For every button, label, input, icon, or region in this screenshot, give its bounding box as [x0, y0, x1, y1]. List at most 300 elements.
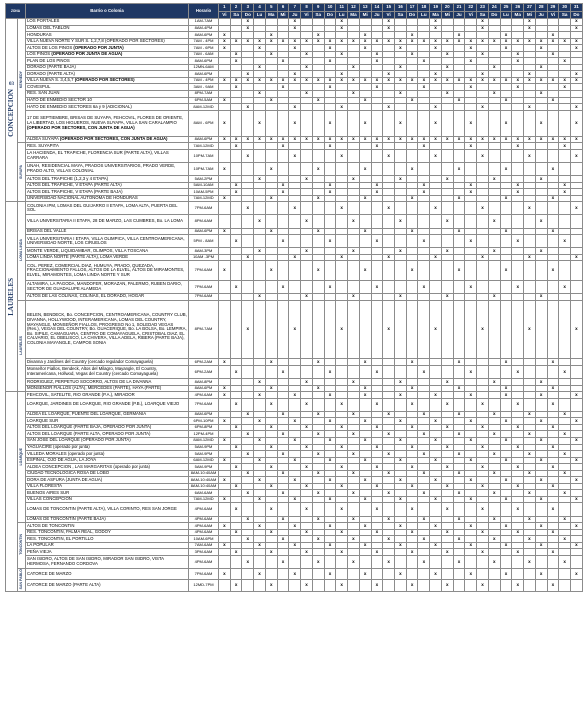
service-mark: x [324, 568, 336, 579]
weekday-header: Mi [441, 12, 453, 19]
service-mark: x [406, 424, 418, 431]
day-cell [453, 568, 465, 579]
barrio-name-text: VILLA UNIVERSITARIA I ETAPA, VILLA OLIMPICA, VILLA CENTROAMERICANA, UNIVERSIDAD NORTE, LOS CIRUELOS [27, 235, 185, 246]
day-cell [359, 366, 371, 379]
barrio-name-text: BRISAS DEL VALLE [27, 228, 67, 233]
horario-cell: 8AM-6PM [189, 136, 219, 143]
barrio-name-text: LOMAS DE TONCONTIN (PARTE ALTA), VILLA CORINTO, RES SAN JORGE [27, 506, 177, 512]
sector-label: KENNEDY [19, 71, 24, 89]
horario-cell: 8AM-4PM [189, 25, 219, 32]
service-mark: x [265, 424, 277, 431]
service-mark: x [418, 555, 430, 568]
day-cell [254, 280, 266, 293]
date-header: 30 [559, 4, 571, 12]
day-cell [277, 398, 289, 411]
service-mark: x [219, 77, 231, 84]
service-mark: x [488, 490, 500, 497]
zone-label: LAURELES [7, 277, 16, 316]
service-mark: x [359, 38, 371, 45]
day-cell [571, 235, 583, 248]
day-cell [312, 580, 324, 591]
service-mark: x [512, 366, 524, 379]
day-cell [465, 503, 477, 516]
service-mark: x [242, 536, 254, 543]
service-mark: x [219, 195, 231, 202]
day-cell [395, 580, 407, 591]
service-mark: x [512, 84, 524, 91]
day-cell [524, 503, 536, 516]
day-cell [359, 280, 371, 293]
day-cell [359, 235, 371, 248]
service-mark: x [359, 496, 371, 503]
horario-cell: 8AM-10:40AM [189, 477, 219, 484]
service-mark: x [500, 32, 512, 39]
service-mark: x [571, 438, 583, 445]
service-mark: x [500, 110, 512, 136]
day-cell [312, 110, 324, 136]
day-cell [265, 235, 277, 248]
day-cell [418, 580, 430, 591]
service-mark: x [312, 516, 324, 523]
day-cell [383, 280, 395, 293]
horario-cell: 3PM-6AM [189, 549, 219, 556]
service-mark: x [500, 385, 512, 392]
horario-cell: 7AM-12MD [189, 496, 219, 503]
day-cell [395, 555, 407, 568]
date-header: 15 [383, 4, 395, 12]
service-mark: x [359, 32, 371, 39]
service-mark: x [301, 77, 313, 84]
service-mark: x [219, 261, 231, 281]
schedule-row [6, 503, 583, 516]
barrio-name-text: BUENOS AIRES SUR [27, 489, 70, 495]
service-mark: x [477, 51, 489, 58]
day-cell [547, 215, 559, 228]
barrio-name-text: ALTOS DE TONCONTIN [27, 522, 75, 528]
day-cell [441, 555, 453, 568]
service-mark: x [559, 411, 571, 418]
day-cell [430, 503, 442, 516]
service-mark: x [265, 97, 277, 104]
service-mark: x [383, 38, 395, 45]
service-mark: x [324, 136, 336, 143]
service-mark: x [254, 110, 266, 136]
barrio-name-text: LA POPULAR [27, 542, 54, 548]
service-mark: x [465, 38, 477, 45]
day-cell [524, 261, 536, 281]
day-cell [465, 163, 477, 176]
barrio-name-text: CATORCE DE MARZO [27, 570, 72, 576]
day-cell [312, 300, 324, 359]
service-mark: x [465, 189, 477, 196]
service-mark: x [265, 77, 277, 84]
day-cell [430, 398, 442, 411]
service-mark: x [324, 457, 336, 464]
service-mark: x [453, 228, 465, 235]
barrio-name [26, 149, 189, 162]
schedule-row [6, 261, 583, 281]
service-mark: x [242, 71, 254, 78]
service-mark: x [254, 38, 266, 45]
day-cell [324, 261, 336, 281]
service-mark: x [230, 77, 242, 84]
service-mark: x [371, 503, 383, 516]
service-mark: x [219, 45, 231, 52]
service-mark: x [547, 483, 559, 490]
day-cell [312, 568, 324, 579]
service-mark: x [359, 163, 371, 176]
service-mark: x [524, 555, 536, 568]
service-mark: x [371, 84, 383, 91]
weekday-header: Vi [465, 12, 477, 19]
day-cell [512, 261, 524, 281]
horario-cell: 8PM-6AM [189, 215, 219, 228]
service-mark: x [301, 51, 313, 58]
horario-cell: 7AM - 6PM [189, 45, 219, 52]
day-cell [535, 555, 547, 568]
day-cell [571, 503, 583, 516]
service-mark: x [383, 104, 395, 111]
service-mark: x [524, 149, 536, 162]
horario-cell: 7AM-12MD [189, 143, 219, 150]
day-cell [441, 110, 453, 136]
service-mark: x [265, 195, 277, 202]
service-mark: x [418, 490, 430, 497]
day-cell [242, 503, 254, 516]
day-cell [465, 261, 477, 281]
date-header: 11 [336, 4, 348, 12]
date-header: 8 [301, 4, 313, 12]
service-mark: x [524, 411, 536, 418]
service-mark: x [301, 464, 313, 471]
service-mark: x [277, 490, 289, 497]
service-mark: x [395, 438, 407, 445]
day-cell [559, 261, 571, 281]
service-mark: x [336, 483, 348, 490]
service-mark: x [406, 398, 418, 411]
barrio-operation-note: (OPERADO POR JUNTA DE AGUA) [51, 51, 123, 57]
service-mark: x [559, 84, 571, 91]
service-mark: x [477, 77, 489, 84]
service-mark: x [230, 143, 242, 150]
day-cell [371, 555, 383, 568]
day-cell [571, 163, 583, 176]
day-cell [500, 280, 512, 293]
day-cell [301, 149, 313, 162]
day-cell [230, 202, 242, 215]
service-mark: x [465, 568, 477, 579]
service-mark: x [348, 248, 360, 255]
service-mark: x [301, 580, 313, 591]
day-cell [359, 215, 371, 228]
service-mark: x [230, 398, 242, 411]
day-cell [265, 300, 277, 359]
service-mark: x [371, 136, 383, 143]
day-cell [524, 163, 536, 176]
day-cell [430, 163, 442, 176]
zone-label: CONCEPCION [7, 89, 16, 138]
service-mark: x [230, 580, 242, 591]
service-mark: x [301, 38, 313, 45]
day-cell [324, 202, 336, 215]
service-mark: x [441, 64, 453, 71]
sector-cell [18, 202, 26, 300]
service-mark: x [524, 470, 536, 477]
service-mark: x [289, 110, 301, 136]
day-cell [477, 568, 489, 579]
day-cell [336, 163, 348, 176]
service-mark: x [441, 580, 453, 591]
service-mark: x [500, 457, 512, 464]
service-mark: x [453, 32, 465, 39]
date-header: 21 [453, 4, 465, 12]
day-cell [230, 110, 242, 136]
service-mark: x [477, 38, 489, 45]
day-cell [230, 215, 242, 228]
horario-cell: 10PM-7AM [189, 163, 219, 176]
day-cell [524, 366, 536, 379]
weekday-header: Mi [524, 12, 536, 19]
weekday-header: Sa [312, 12, 324, 19]
service-mark: x [371, 398, 383, 411]
service-mark: x [488, 470, 500, 477]
service-mark: x [230, 280, 242, 293]
service-mark: x [465, 392, 477, 399]
barrio-name [26, 555, 189, 568]
day-cell [488, 261, 500, 281]
day-cell [559, 202, 571, 215]
service-mark: x [571, 19, 583, 26]
day-cell [559, 110, 571, 136]
service-mark: x [430, 477, 442, 484]
service-mark: x [265, 32, 277, 39]
service-mark: x [477, 149, 489, 162]
service-mark: x [571, 418, 583, 425]
service-mark: x [312, 385, 324, 392]
service-mark: x [277, 143, 289, 150]
service-mark: x [547, 77, 559, 84]
day-cell [488, 110, 500, 136]
date-header: 7 [289, 4, 301, 12]
day-cell [500, 366, 512, 379]
service-mark: x [359, 477, 371, 484]
date-header: 31 [571, 4, 583, 12]
day-cell [371, 568, 383, 579]
service-mark: x [277, 366, 289, 379]
day-cell [219, 366, 231, 379]
day-cell [453, 398, 465, 411]
service-mark: x [512, 77, 524, 84]
date-header: 14 [371, 4, 383, 12]
day-cell [312, 398, 324, 411]
day-cell [406, 300, 418, 359]
day-cell [312, 202, 324, 215]
barrio-name-text: ALTOS DEL TRAPICHE, V ETAPA (PARTE BAJA) [27, 188, 123, 194]
service-mark: x [336, 71, 348, 78]
day-cell [547, 300, 559, 359]
service-mark: x [242, 451, 254, 458]
service-mark: x [571, 496, 583, 503]
service-mark: x [571, 136, 583, 143]
horario-cell: 5AM-9PM [189, 464, 219, 471]
barrio-operation-note: (OPERADO POR JUNTA) [73, 44, 124, 50]
barrio-name [26, 366, 189, 379]
service-mark: x [348, 77, 360, 84]
horario-cell: 8AM-6PM [189, 411, 219, 418]
service-mark: x [254, 457, 266, 464]
service-mark: x [254, 418, 266, 425]
barrio-name-text: VILLA NUEVA NORTE Y SUR S. 1,2,7,8 (OPERADO POR SECTORES) [27, 38, 165, 44]
barrio-name-text: HATO DE ENMEDIO SECTORES 6a y 9 (ADICIONAL) [27, 103, 132, 109]
service-mark: x [277, 536, 289, 543]
service-mark: x [559, 536, 571, 543]
day-cell [406, 110, 418, 136]
horario-cell: 4PM-6AM [189, 392, 219, 399]
service-mark: x [477, 398, 489, 411]
service-mark: x [406, 549, 418, 556]
horario-cell: 4PM-6AM [189, 529, 219, 536]
weekday-header: Ma [348, 12, 360, 19]
day-cell [336, 568, 348, 579]
service-mark: x [488, 411, 500, 418]
day-cell [430, 555, 442, 568]
service-mark: x [559, 143, 571, 150]
day-cell [277, 202, 289, 215]
horario-cell: 10AM-5PM [189, 189, 219, 196]
service-mark: x [289, 392, 301, 399]
service-mark: x [289, 477, 301, 484]
horario-cell: 8PM-7AM [189, 91, 219, 98]
day-cell [559, 568, 571, 579]
service-mark: x [430, 45, 442, 52]
day-cell [301, 300, 313, 359]
horario-cell: 6PM-5AM [189, 97, 219, 104]
zone-cell [6, 202, 18, 392]
day-cell [348, 300, 360, 359]
date-header: 3 [242, 4, 254, 12]
weekday-header: Lu [418, 12, 430, 19]
service-mark: x [430, 104, 442, 111]
service-mark: x [265, 549, 277, 556]
day-cell [512, 555, 524, 568]
service-mark: x [500, 523, 512, 530]
barrio-name-text: SAN JOSE DEL LOARQUE (OPERADO POR JUNTA) [27, 437, 131, 443]
day-cell [336, 110, 348, 136]
day-cell [230, 555, 242, 568]
day-cell [301, 261, 313, 281]
sector-cell [18, 300, 26, 392]
barrio-name-text: LOMA LINDA NORTE (PARTE ALTA), LOMA VERDE [27, 254, 129, 260]
horario-cell: 4PM-6AM [189, 516, 219, 523]
service-mark: x [418, 536, 430, 543]
day-cell [383, 235, 395, 248]
service-mark: x [371, 464, 383, 471]
weekday-header: Mi [277, 12, 289, 19]
day-cell [406, 366, 418, 379]
day-cell [395, 235, 407, 248]
service-mark: x [488, 38, 500, 45]
service-mark: x [465, 496, 477, 503]
day-cell [359, 300, 371, 359]
day-cell [559, 300, 571, 359]
day-cell [453, 202, 465, 215]
day-cell [477, 555, 489, 568]
day-cell [406, 235, 418, 248]
day-cell [547, 555, 559, 568]
day-cell [277, 163, 289, 176]
service-mark: x [465, 182, 477, 189]
service-mark: x [524, 451, 536, 458]
service-mark: x [230, 483, 242, 490]
horario-cell: 8PM-7AM [189, 300, 219, 359]
service-mark: x [406, 97, 418, 104]
service-mark: x [488, 77, 500, 84]
service-mark: x [265, 483, 277, 490]
day-cell [441, 280, 453, 293]
barrio-operation-note: (OPERADO POR SECTORES, CON JUNTA DE AGUA) [59, 136, 168, 142]
service-mark: x [336, 254, 348, 261]
service-mark: x [312, 411, 324, 418]
service-mark: x [547, 529, 559, 536]
service-mark: x [441, 464, 453, 471]
service-mark: x [324, 84, 336, 91]
weekday-header: Do [571, 12, 583, 19]
service-mark: x [559, 451, 571, 458]
service-mark: x [477, 464, 489, 471]
day-cell [535, 202, 547, 215]
service-mark: x [535, 38, 547, 45]
service-mark: x [265, 444, 277, 451]
weekday-header: Ju [289, 12, 301, 19]
day-cell [348, 280, 360, 293]
service-mark: x [219, 523, 231, 530]
day-cell [254, 300, 266, 359]
weekday-header: Do [242, 12, 254, 19]
service-mark: x [242, 431, 254, 438]
service-mark: x [371, 51, 383, 58]
service-mark: x [254, 215, 266, 228]
service-mark: x [571, 71, 583, 78]
service-mark: x [488, 293, 500, 300]
service-mark: x [219, 477, 231, 484]
sector-label: SUYAPA [19, 164, 24, 179]
service-mark: x [418, 470, 430, 477]
day-cell [242, 235, 254, 248]
day-cell [265, 202, 277, 215]
weekday-header: Vi [301, 12, 313, 19]
service-mark: x [512, 51, 524, 58]
service-mark: x [430, 496, 442, 503]
service-mark: x [524, 300, 536, 359]
day-cell [383, 215, 395, 228]
weekday-header: Vi [219, 12, 231, 19]
day-cell [359, 202, 371, 215]
day-cell [219, 580, 231, 591]
schedule-row [6, 366, 583, 379]
service-mark: x [383, 470, 395, 477]
day-cell [254, 555, 266, 568]
day-cell [277, 149, 289, 162]
day-cell [348, 163, 360, 176]
service-mark: x [312, 163, 324, 176]
service-mark: x [348, 536, 360, 543]
service-mark: x [465, 58, 477, 65]
service-mark: x [301, 503, 313, 516]
day-cell [488, 300, 500, 359]
day-cell [277, 568, 289, 579]
day-cell [418, 215, 430, 228]
barrio-name-text: LOMAS DE TONCONTIN (PARTE BAJA) [27, 516, 106, 522]
